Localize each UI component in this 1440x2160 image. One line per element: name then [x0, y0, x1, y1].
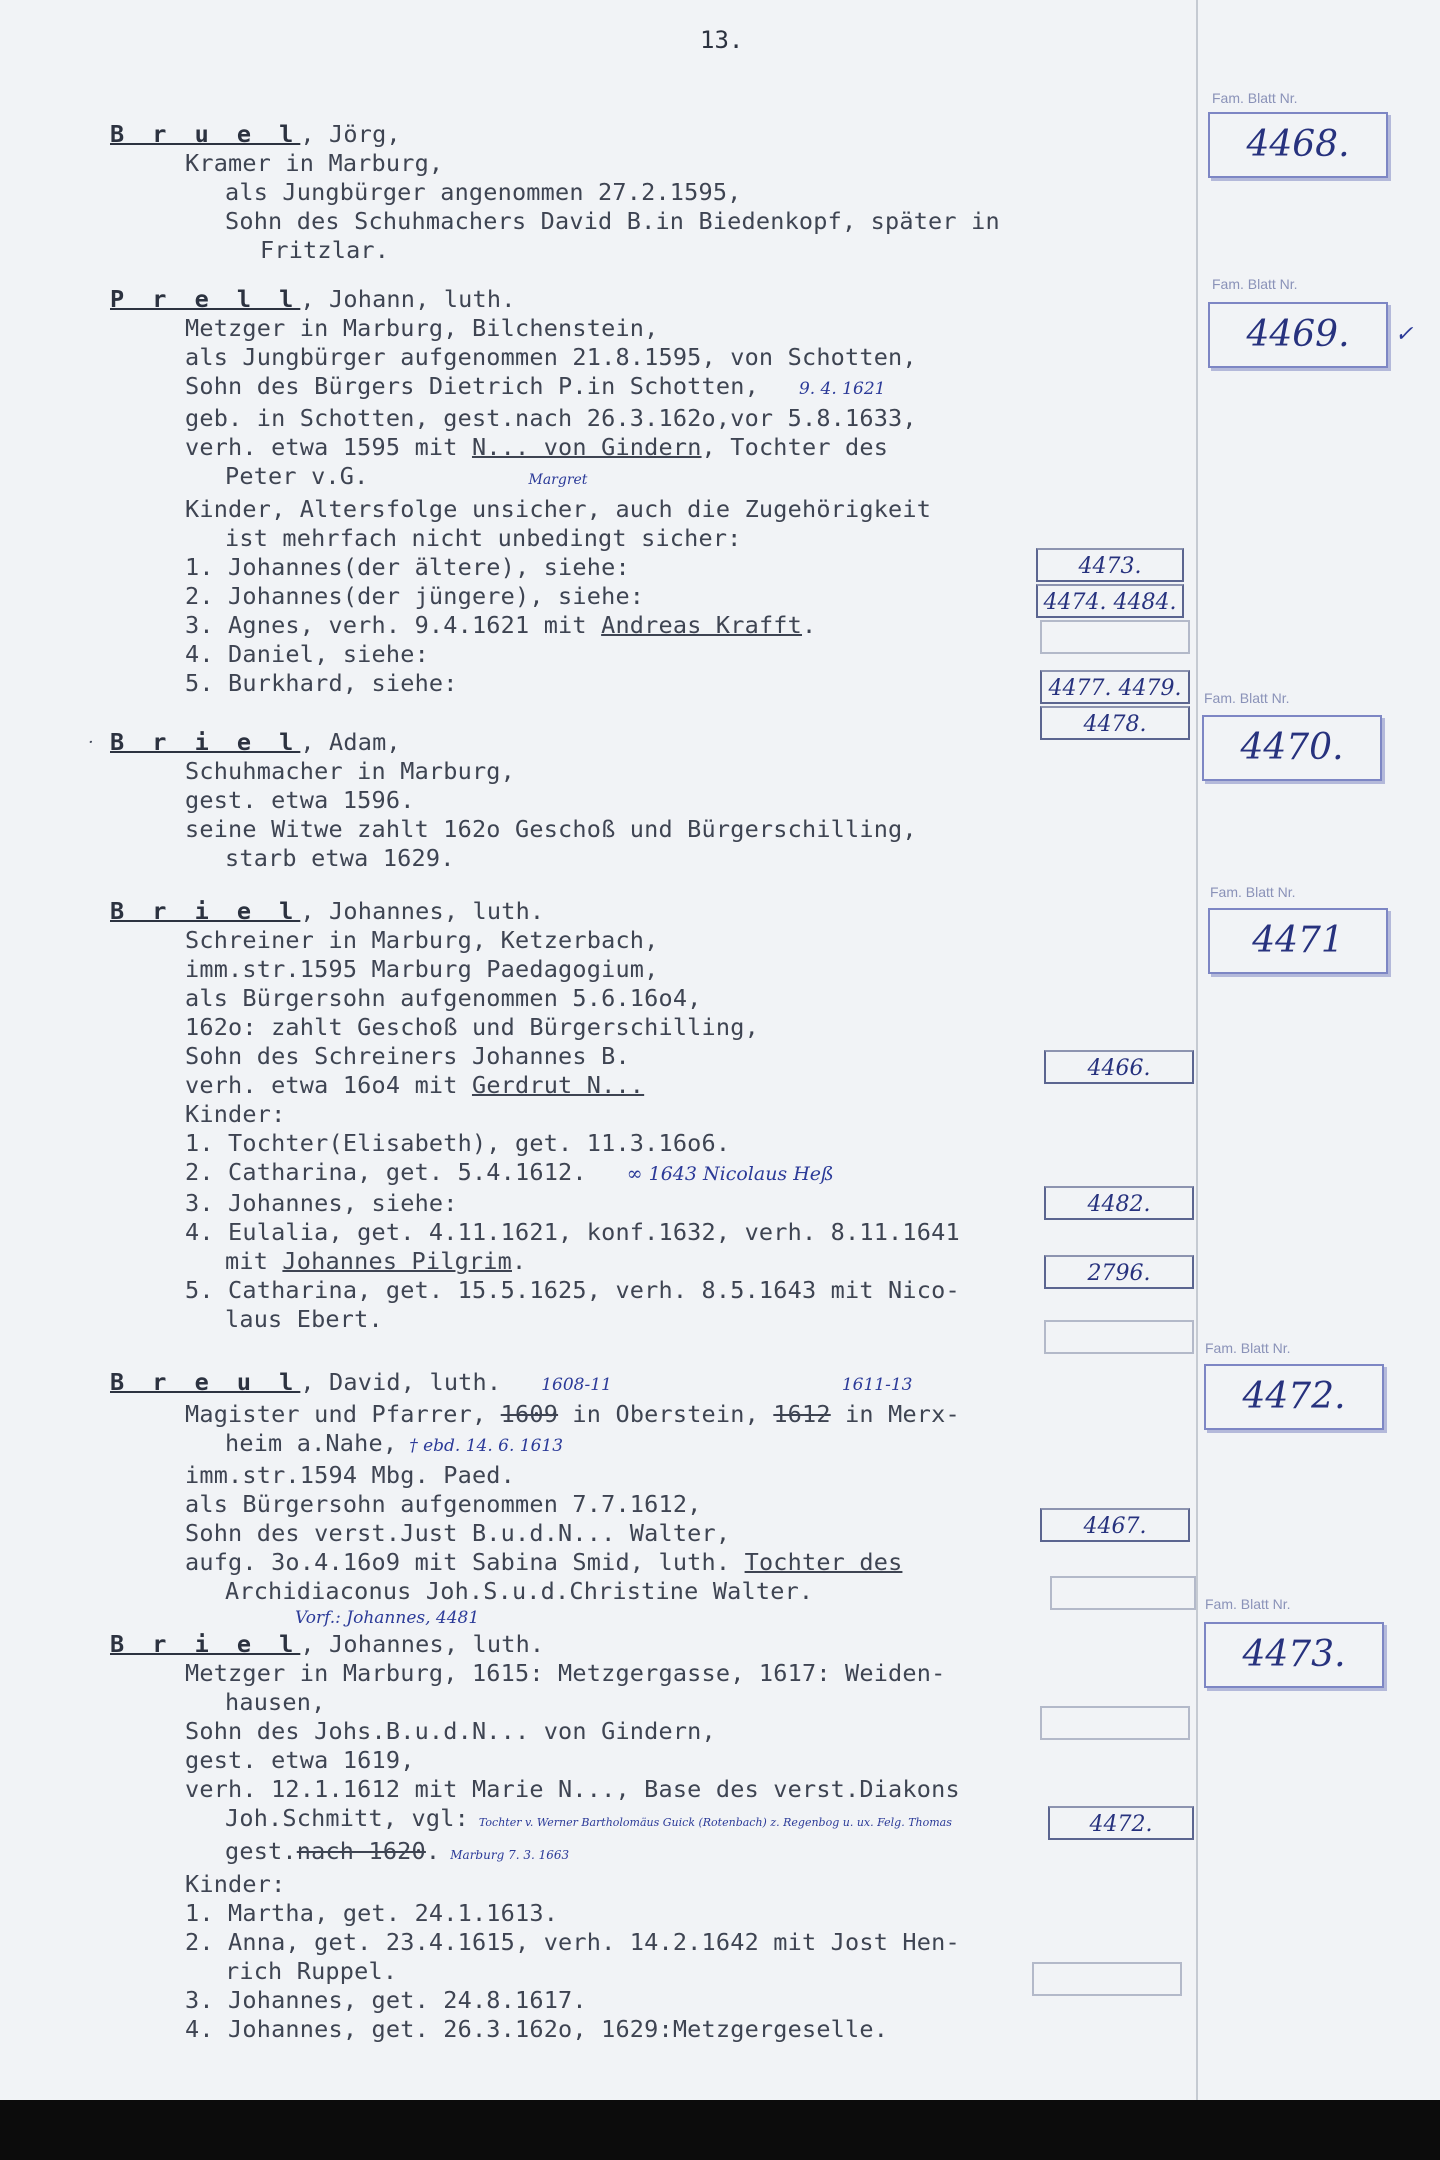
entry-line: in Oberstein, [558, 1400, 774, 1428]
reference-box-empty [1040, 1706, 1190, 1740]
child-item: 4. Johannes, get. 26.3.162o, 1629:Metzgergeselle. [185, 2015, 889, 2043]
entry-given-name: , Johannes, luth. [300, 897, 545, 925]
struck-text: nach 1620 [296, 1837, 426, 1865]
entry-line: . [511, 1247, 527, 1275]
fam-blatt-number: 4472. [1204, 1364, 1384, 1430]
struck-year: 1609 [500, 1400, 559, 1428]
entry-surname: B r i e l [110, 897, 301, 925]
reference-box: 4472. [1048, 1806, 1194, 1840]
entry-line: Fritzlar. [260, 236, 390, 264]
fam-blatt-number: 4471 [1208, 908, 1388, 974]
reference-box: 2796. [1044, 1255, 1194, 1289]
fam-blatt-label: Fam. Blatt Nr. [1205, 1340, 1291, 1356]
entry-line: seine Witwe zahlt 162o Geschoß und Bürgerschilling, [185, 815, 917, 843]
entry-line: geb. in Schotten, gest.nach 26.3.162o,vor 5.8.1633, [185, 404, 917, 432]
entry-surname: B r u e l [110, 120, 301, 148]
handwritten-note: 1608-11 [541, 1375, 612, 1395]
entry-line: Archidiaconus Joh.S.u.d.Christine Walter. [225, 1577, 814, 1605]
child-item: 3. Agnes, verh. 9.4.1621 mit [185, 611, 602, 639]
entry-given-name: , Jörg, [300, 120, 401, 148]
handwritten-note: Margret [528, 472, 588, 488]
entry-line: Sohn des verst.Just B.u.d.N... Walter, [185, 1519, 731, 1547]
check-mark-icon: ✓ [1395, 322, 1414, 347]
fam-blatt-number: 4468. [1208, 112, 1388, 178]
reference-box-empty [1044, 1320, 1194, 1354]
entry-breul-david [110, 1368, 1200, 1628]
handwritten-note: † ebd. 14. 6. 1613 [409, 1436, 564, 1456]
fam-blatt-number: 4470. [1202, 715, 1382, 781]
entry-given-name: , Adam, [300, 728, 401, 756]
entry-line: imm.str.1595 Marburg Paedagogium, [185, 955, 659, 983]
entry-prell-johann [110, 285, 1200, 698]
child-item: 2. Johannes(der jüngere), siehe: [185, 582, 645, 610]
reference-box-empty [1050, 1576, 1196, 1610]
fam-blatt-label: Fam. Blatt Nr. [1210, 884, 1296, 900]
reference-box: 4477. 4479. [1040, 670, 1190, 704]
entry-line: Kinder: [185, 1870, 286, 1898]
entry-line: verh. 12.1.1612 mit Marie N..., Base des verst.Diakons [185, 1775, 960, 1803]
entry-briel-adam [110, 728, 1200, 873]
entry-surname: P r e l l [110, 285, 301, 313]
entry-line: Kinder, Altersfolge unsicher, auch die Zugehörigkeit [185, 495, 932, 523]
child-item: 5. Catharina, get. 15.5.1625, verh. 8.5.1643 mit Nico- [185, 1276, 960, 1304]
entry-line: als Bürgersohn aufgenommen 5.6.16o4, [185, 984, 702, 1012]
child-item: 5. Burkhard, siehe: [185, 669, 458, 697]
entry-line: Peter v.G. [225, 462, 369, 490]
entry-line: verh. etwa 1595 mit [185, 433, 472, 461]
child-item: 1. Johannes(der ältere), siehe: [185, 553, 630, 581]
entry-line: 162o: zahlt Geschoß und Bürgerschilling, [185, 1013, 759, 1041]
entry-line: verh. etwa 16o4 mit [185, 1071, 472, 1099]
child-item: 4. Daniel, siehe: [185, 640, 429, 668]
entry-surname: B r i e l [110, 728, 301, 756]
entry-line: Sohn des Johs.B.u.d.N... von Gindern, [185, 1717, 716, 1745]
child-item: 3. Johannes, siehe: [185, 1189, 458, 1217]
spouse-name: Gerdrut N... [471, 1071, 645, 1099]
fam-blatt-label: Fam. Blatt Nr. [1212, 276, 1298, 292]
entry-line: hausen, [225, 1688, 326, 1716]
entry-line: als Jungbürger angenommen 27.2.1595, [225, 178, 742, 206]
child-item: 2. Anna, get. 23.4.1615, verh. 14.2.1642 mit Jost Hen- [185, 1928, 960, 1956]
child-item: 4. Eulalia, get. 4.11.1621, konf.1632, verh. 8.11.1641 [185, 1218, 960, 1246]
entry-line: , Tochter des [701, 433, 889, 461]
entry-line: . [801, 611, 817, 639]
reference-box: 4467. [1040, 1508, 1190, 1542]
child-item: 3. Johannes, get. 24.8.1617. [185, 1986, 587, 2014]
entry-given-name: , Johannes, luth. [300, 1630, 545, 1658]
spouse-name: N... von Gindern [471, 433, 702, 461]
entry-line: Metzger in Marburg, Bilchenstein, [185, 314, 659, 342]
fam-blatt-label: Fam. Blatt Nr. [1205, 1596, 1291, 1612]
entry-line: Metzger in Marburg, 1615: Metzgergasse, 1617: Weiden- [185, 1659, 946, 1687]
handwritten-note: Tochter v. Werner Bartholomäus Guick (Rotenbach) z. Regenbog u. ux. Felg. Thomas [478, 1816, 952, 1829]
handwritten-note: 1611-13 [841, 1375, 913, 1395]
child-item: 1. Martha, get. 24.1.1613. [185, 1899, 559, 1927]
spouse-name: Johannes Pilgrim [282, 1247, 512, 1275]
entry-line: Kramer in Marburg, [185, 149, 444, 177]
entry-line: als Bürgersohn aufgenommen 7.7.1612, [185, 1490, 702, 1518]
entry-line: aufg. 3o.4.16o9 mit Sabina Smid, luth. [185, 1548, 745, 1576]
entry-line: gest. etwa 1596. [185, 786, 415, 814]
entry-line: . [425, 1837, 441, 1865]
entry-line: ist mehrfach nicht unbedingt sicher: [225, 524, 742, 552]
entry-line: Schreiner in Marburg, Ketzerbach, [185, 926, 659, 954]
entry-line: mit [225, 1247, 283, 1275]
entry-line: Sohn des Schreiners Johannes B. [185, 1042, 630, 1070]
fam-blatt-number: 4469. [1208, 302, 1388, 368]
entry-line: gest. [225, 1837, 297, 1865]
entry-line: in Merx- [830, 1400, 960, 1428]
entry-line: starb etwa 1629. [225, 844, 455, 872]
entry-line: als Jungbürger aufgenommen 21.8.1595, von Schotten, [185, 343, 917, 371]
fam-blatt-label: Fam. Blatt Nr. [1204, 690, 1290, 706]
reference-box: 4482. [1044, 1186, 1194, 1220]
handwritten-note: 9. 4. 1621 [798, 379, 886, 399]
spouse-name: Andreas Krafft [601, 611, 802, 639]
entry-bruel-joerg [110, 120, 1200, 265]
entry-line: Sohn des Schuhmachers David B.in Biedenkopf, später in [225, 207, 1000, 235]
reference-box: 4478. [1040, 706, 1190, 740]
reference-box: 4466. [1044, 1050, 1194, 1084]
entry-line: Tochter des [744, 1548, 903, 1576]
entry-surname: B r e u l [110, 1368, 301, 1396]
entry-line: Schuhmacher in Marburg, [185, 757, 516, 785]
entry-line: imm.str.1594 Mbg. Paed. [185, 1461, 516, 1489]
child-item: 1. Tochter(Elisabeth), get. 11.3.16o6. [185, 1129, 731, 1157]
entry-given-name: , Johann, luth. [300, 285, 516, 313]
handwritten-note: Marburg 7. 3. 1663 [450, 1848, 570, 1862]
fam-blatt-number: 4473. [1204, 1622, 1384, 1688]
entry-line: gest. etwa 1619, [185, 1746, 415, 1774]
handwritten-note: Vorf.: Johannes, 4481 [295, 1608, 480, 1628]
entry-line: Sohn des Bürgers Dietrich P.in Schotten, [185, 372, 759, 400]
entry-line: rich Ruppel. [225, 1957, 398, 1985]
margin-dot-icon: · [88, 732, 94, 753]
entry-line: Kinder: [185, 1100, 286, 1128]
reference-box: 4473. [1036, 548, 1184, 582]
entry-line: heim a.Nahe, [225, 1429, 398, 1457]
scan-bottom-edge [0, 2100, 1440, 2160]
reference-box-empty [1040, 620, 1190, 654]
entry-line: Magister und Pfarrer, [185, 1400, 501, 1428]
entry-briel-johannes [110, 897, 1200, 1334]
entry-line: laus Ebert. [225, 1305, 383, 1333]
handwritten-note: ∞ 1643 Nicolaus Heß [626, 1163, 834, 1185]
entry-line: Joh.Schmitt, vgl: [225, 1804, 469, 1832]
reference-box: 4474. 4484. [1036, 584, 1184, 618]
fam-blatt-label: Fam. Blatt Nr. [1212, 90, 1298, 106]
child-item: 2. Catharina, get. 5.4.1612. [185, 1158, 587, 1186]
struck-year: 1612 [773, 1400, 831, 1428]
page-number: 13. [700, 26, 744, 54]
entry-given-name: , David, luth. [300, 1368, 502, 1396]
entry-surname: B r i e l [110, 1630, 301, 1658]
reference-box-empty [1032, 1962, 1182, 1996]
